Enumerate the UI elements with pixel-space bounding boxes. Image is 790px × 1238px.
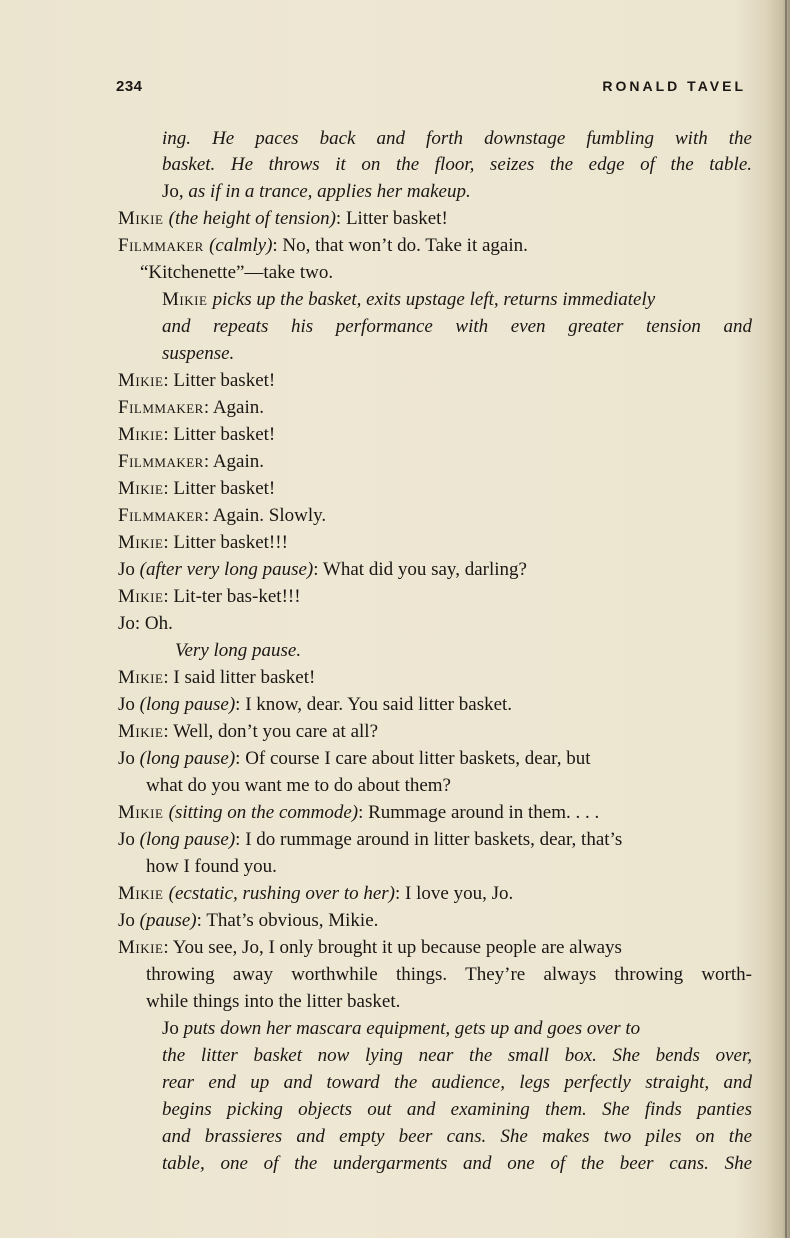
character-name: Filmmaker	[118, 505, 204, 526]
dialogue-text: : That’s obvious, Mikie.	[196, 910, 379, 931]
stage-direction-line	[162, 180, 471, 204]
character-name: Mikie	[118, 667, 164, 688]
dialogue-line	[118, 666, 315, 690]
character-name: Mikie	[162, 289, 213, 310]
dialogue-line	[118, 693, 512, 717]
dialogue-line	[118, 747, 591, 771]
character-name: Jo	[118, 559, 140, 580]
character-name: Mikie	[118, 370, 164, 391]
dialogue-text: : Of course I care about litter baskets, dear, but	[235, 748, 591, 769]
character-name: Mikie	[118, 208, 169, 229]
dialogue-text: : You see, Jo, I only brought it up because people are always	[163, 937, 622, 958]
dialogue-text: : What did you say, darling?	[313, 559, 527, 580]
dialogue-line	[118, 396, 264, 420]
dialogue-line	[118, 234, 528, 258]
character-name: Jo	[162, 1018, 184, 1039]
character-name: Mikie	[118, 721, 164, 742]
dialogue-text: : Litter basket!	[163, 370, 276, 391]
stage-direction-line: and repeats his performance with even greater tension and	[162, 316, 752, 337]
parenthetical: (long pause)	[139, 829, 236, 850]
dialogue-line	[118, 936, 622, 960]
dialogue-continuation: what do you want me to do about them?	[146, 775, 451, 796]
character-name: Jo	[118, 910, 140, 931]
stage-direction-line: and brassieres and empty beer cans. She makes two piles on the	[162, 1126, 752, 1147]
dialogue-text: : Again.	[203, 397, 265, 418]
character-name: Jo	[118, 613, 135, 634]
dialogue-line	[118, 531, 288, 555]
dialogue-line	[118, 450, 264, 474]
stage-direction-line	[162, 1017, 752, 1041]
stage-direction-line: the litter basket now lying near the small box. She bends over,	[162, 1045, 752, 1066]
character-name: Mikie	[118, 478, 164, 499]
dialogue-text: : Oh.	[134, 613, 173, 634]
dialogue-text: : Litter basket!	[163, 478, 276, 499]
dialogue-line	[118, 477, 275, 501]
dialogue-text: : No, that won’t do. Take it again.	[272, 235, 528, 256]
dialogue-text: : Litter basket!!!	[163, 532, 288, 553]
dialogue-text: : I said litter basket!	[163, 667, 316, 688]
dialogue-line	[118, 585, 301, 609]
character-name: Filmmaker	[118, 235, 210, 256]
dialogue-continuation: throwing away worthwhile things. They’re always throwing worth-	[146, 964, 752, 985]
character-name: Mikie	[118, 424, 164, 445]
character-name: Mikie	[118, 883, 169, 904]
dialogue-continuation: while things into the litter basket.	[146, 991, 401, 1012]
dialogue-text: : Rummage around in them. . . .	[358, 802, 600, 823]
dialogue-line	[118, 612, 173, 636]
dialogue-line	[118, 720, 378, 744]
parenthetical: (the height of tension)	[168, 208, 336, 229]
page-edge	[785, 0, 787, 1238]
parenthetical: (after very long pause)	[139, 559, 314, 580]
dialogue-line	[118, 423, 275, 447]
stage-direction-line: basket. He throws it on the floor, seizes the edge of the table.	[162, 154, 752, 175]
dialogue-text: : Lit-ter bas-ket!!!	[163, 586, 301, 607]
character-name: Mikie	[118, 532, 164, 553]
dialogue-text: : Litter basket!	[335, 208, 448, 229]
character-name: Jo	[118, 694, 140, 715]
dialogue-line	[118, 369, 275, 393]
dialogue-line	[118, 207, 448, 231]
direction-text: picks up the basket, exits upstage left, returns immediately	[212, 289, 656, 310]
stage-direction-line: Very long pause.	[175, 640, 302, 661]
character-name: Mikie	[118, 802, 169, 823]
dialogue-text: : Again.	[203, 451, 265, 472]
parenthetical: (sitting on the commode)	[168, 802, 359, 823]
running-head: RONALD TAVEL	[602, 78, 746, 94]
dialogue-line	[118, 504, 326, 528]
stage-direction-line: rear end up and toward the audience, legs perfectly straight, and	[162, 1072, 752, 1093]
character-name: Jo	[118, 748, 140, 769]
dialogue-text: : Well, don’t you care at all?	[163, 721, 379, 742]
parenthetical: (ecstatic, rushing over to her)	[168, 883, 396, 904]
dialogue-text: : I do rummage around in litter baskets, dear, that’s	[235, 829, 623, 850]
dialogue-text: : Again. Slowly.	[203, 505, 327, 526]
character-name: Jo,	[162, 181, 189, 202]
direction-text: as if in a trance, applies her makeup.	[188, 181, 471, 202]
stage-direction-line: suspense.	[162, 343, 235, 364]
parenthetical: (long pause)	[139, 694, 236, 715]
direction-text: puts down her mascara equipment, gets up and goes over to	[183, 1018, 641, 1039]
dialogue-text: : I love you, Jo.	[395, 883, 514, 904]
stage-direction-line: table, one of the undergarments and one of the beer cans. She	[162, 1153, 752, 1174]
dialogue-continuation: “Kitchenette”—take two.	[140, 262, 334, 283]
stage-direction-line	[162, 288, 752, 312]
parenthetical: (calmly)	[209, 235, 273, 256]
character-name: Filmmaker	[118, 397, 204, 418]
parenthetical: (pause)	[139, 910, 197, 931]
page-number: 234	[116, 78, 143, 95]
dialogue-continuation: how I found you.	[146, 856, 277, 877]
dialogue-line	[118, 828, 622, 852]
parenthetical: (long pause)	[139, 748, 236, 769]
dialogue-line	[118, 882, 513, 906]
dialogue-line	[118, 558, 527, 582]
dialogue-text: : Litter basket!	[163, 424, 276, 445]
character-name: Filmmaker	[118, 451, 204, 472]
dialogue-line	[118, 801, 599, 825]
dialogue-text: : I know, dear. You said litter basket.	[235, 694, 513, 715]
character-name: Mikie	[118, 937, 164, 958]
character-name: Jo	[118, 829, 140, 850]
stage-direction-line: begins picking objects out and examining them. She finds panties	[162, 1099, 752, 1120]
character-name: Mikie	[118, 586, 164, 607]
stage-direction-line: ing. He paces back and forth downstage fumbling with the	[162, 128, 752, 149]
dialogue-line	[118, 909, 378, 933]
